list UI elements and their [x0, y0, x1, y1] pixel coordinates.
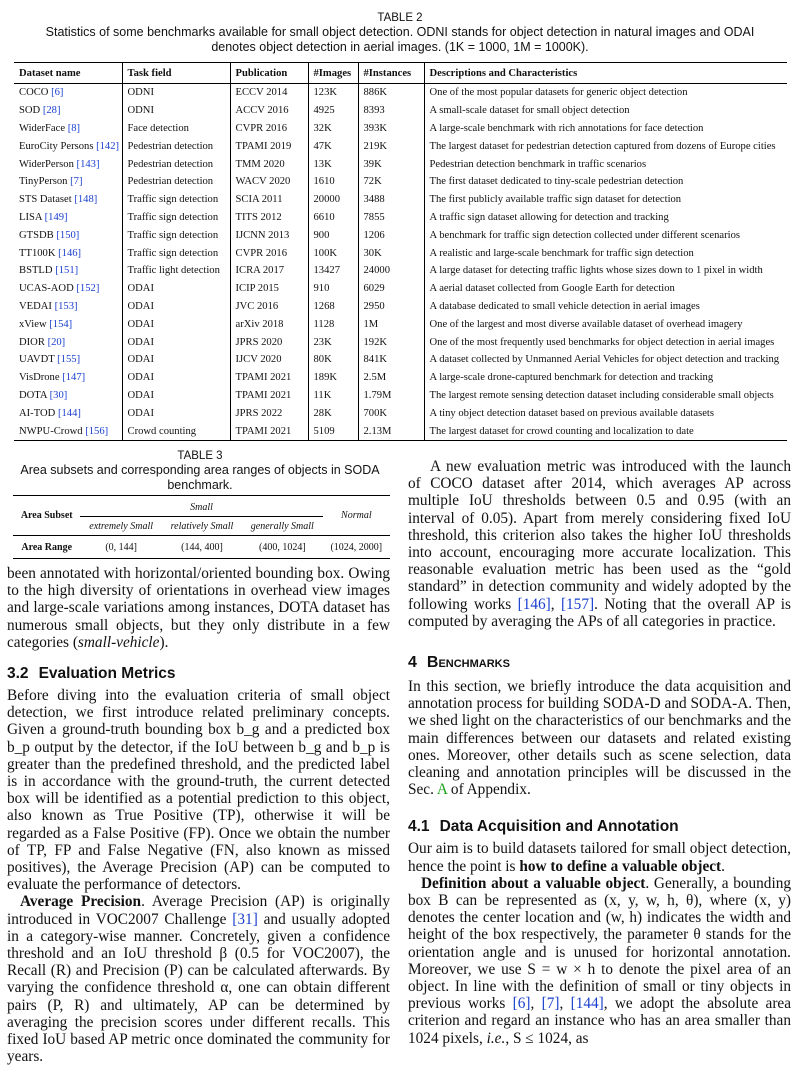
- table3-subset: extremely Small: [80, 517, 161, 536]
- publication: CVPR 2016: [230, 244, 308, 262]
- images-count: 6610: [308, 209, 358, 227]
- table2-col-header: #Images: [308, 63, 358, 84]
- description: A large dataset for detecting traffic lights whose sizes down to 1 pixel in width: [424, 262, 787, 280]
- images-count: 20000: [308, 191, 358, 209]
- dataset-name-cell: [14, 333, 122, 351]
- task-field: Traffic sign detection: [122, 244, 230, 262]
- task-field: Crowd counting: [122, 422, 230, 440]
- citation-link[interactable]: [6]: [51, 87, 64, 99]
- instances-count: 219K: [358, 137, 424, 155]
- citation-link[interactable]: [152]: [76, 283, 100, 295]
- images-count: 1128: [308, 315, 358, 333]
- dataset-name: EuroCity Persons: [19, 140, 94, 152]
- dataset-name-cell: [14, 209, 122, 227]
- publication: JPRS 2020: [230, 333, 308, 351]
- instances-count: 24000: [358, 262, 424, 280]
- citation-link[interactable]: [151]: [55, 265, 79, 277]
- citation-link[interactable]: [144]: [57, 407, 81, 419]
- dataset-name-cell: [14, 404, 122, 422]
- citation-link[interactable]: [28]: [42, 105, 61, 117]
- citation-link[interactable]: [30]: [49, 389, 68, 401]
- table3-subset-label: Area Subset: [13, 496, 80, 536]
- paragraph: [408, 458, 791, 630]
- table3-header: [12, 449, 388, 493]
- images-count: 1610: [308, 173, 358, 191]
- publication: IJCV 2020: [230, 351, 308, 369]
- instances-count: 192K: [358, 333, 424, 351]
- text: , S ≤ 1024, as: [505, 1029, 589, 1047]
- task-field: Pedestrian detection: [122, 137, 230, 155]
- images-count: 32K: [308, 120, 358, 138]
- task-field: ODAI: [122, 333, 230, 351]
- instances-count: 6029: [358, 280, 424, 298]
- publication: ACCV 2016: [230, 102, 308, 120]
- citation-link[interactable]: [146]: [58, 247, 82, 259]
- description: The largest dataset for pedestrian detection captured from dozens of Europe cities: [424, 137, 787, 155]
- text: ,: [550, 595, 561, 613]
- table3-label: TABLE 3: [177, 450, 223, 462]
- citation-link[interactable]: [143]: [76, 158, 100, 170]
- images-count: 28K: [308, 404, 358, 422]
- citation-link[interactable]: [7]: [70, 176, 83, 188]
- table-row: [14, 333, 787, 351]
- instances-count: 3488: [358, 191, 424, 209]
- dataset-name: DIOR: [19, 336, 45, 348]
- citation-link[interactable]: [156]: [85, 425, 109, 437]
- table-row: [14, 351, 787, 369]
- paragraph: [7, 565, 390, 651]
- table-row: [14, 387, 787, 405]
- text: In this section, we briefly introduce the data acquisition and annotation process for building SODA-D and SODA-A. Then, we shed light on the characteristics of our benchmarks and the main differences between our datasets and related existing ones. Moreover, other details such as scene selection, data cleaning and annotation principles will be discussed in the Sec.: [408, 678, 791, 799]
- text: Our aim is to build datasets tailored for small object detection, hence the point is: [408, 840, 791, 875]
- dataset-name-cell: [14, 315, 122, 333]
- dataset-name: AI-TOD: [19, 407, 56, 419]
- italic-text: small-vehicle: [77, 633, 160, 651]
- table2-col-header: Dataset name: [14, 63, 122, 84]
- table3-range: (400, 1024]: [242, 536, 323, 559]
- paragraph: [408, 678, 791, 798]
- citation-link[interactable]: [157]: [560, 595, 595, 613]
- dataset-name: LISA: [19, 211, 42, 223]
- task-field: Traffic sign detection: [122, 226, 230, 244]
- text: ,: [530, 995, 542, 1013]
- description: A traffic sign dataset allowing for detection and tracking: [424, 209, 787, 227]
- description: A tiny object detection dataset based on previous available datasets: [424, 404, 787, 422]
- instances-count: 393K: [358, 120, 424, 138]
- table-row: [14, 244, 787, 262]
- dataset-name-cell: [14, 191, 122, 209]
- paragraph: Before diving into the evaluation criteria of small object detection, we first introduce related preliminary concepts. Given a ground-truth bounding box b_g and a predicted box b_p output by the detector, if the IoU between b_g and b_p is greater than the predefined threshold, and the predicted label is in accordance with the ground-truth, the current detected box will be identified as a potential prediction to this object, also known as True Positive (TP), otherwise it will be regarded as a False Positive (FP). Once we obtain the number of TP, FP and False Negative (FN, also known as missed positives), the Average Precision (AP) can be computed to evaluate the performance of detectors.: [7, 687, 390, 894]
- dataset-name: WiderPerson: [19, 158, 74, 170]
- images-count: 100K: [308, 244, 358, 262]
- section-heading-3-2: [7, 665, 390, 683]
- table-row: [14, 120, 787, 138]
- description: A large-scale drone-captured benchmark for detection and tracking: [424, 369, 787, 387]
- publication: arXiv 2018: [230, 315, 308, 333]
- images-count: 11K: [308, 387, 358, 405]
- table3-subset: relatively Small: [162, 517, 242, 536]
- dataset-name: UAVDT: [19, 354, 55, 366]
- instances-count: 1M: [358, 315, 424, 333]
- publication: IJCNN 2013: [230, 226, 308, 244]
- table3-range: (1024, 2000]: [323, 536, 390, 559]
- section-number: 4: [408, 654, 417, 672]
- citation-link[interactable]: [20]: [47, 336, 66, 348]
- table2-label: TABLE 2: [377, 12, 423, 24]
- section-heading-4-1: [408, 818, 791, 836]
- citation-link[interactable]: [146]: [517, 595, 551, 613]
- description: One of the most frequently used benchmarks for object detection in aerial images: [424, 333, 787, 351]
- publication: TPAMI 2021: [230, 422, 308, 440]
- table-row: [14, 155, 787, 173]
- dataset-name: xView: [19, 318, 47, 330]
- dataset-name: BSTLD: [19, 265, 53, 277]
- text: ,: [559, 995, 571, 1013]
- dataset-name-cell: [14, 102, 122, 120]
- dataset-name: NWPU-Crowd: [19, 425, 83, 437]
- description: Pedestrian detection benchmark in traffic scenarios: [424, 155, 787, 173]
- dataset-name-cell: [14, 120, 122, 138]
- instances-count: 72K: [358, 173, 424, 191]
- table-row: [14, 102, 787, 120]
- section-title: Evaluation Metrics: [38, 665, 176, 683]
- task-field: ODNI: [122, 102, 230, 120]
- dataset-name-cell: [14, 351, 122, 369]
- images-count: 23K: [308, 333, 358, 351]
- description: One of the largest and most diverse available dataset of overhead imagery: [424, 315, 787, 333]
- instances-count: 1206: [358, 226, 424, 244]
- right-column: [408, 458, 791, 1047]
- description: A database dedicated to small vehicle detection in aerial images: [424, 298, 787, 316]
- table-row: [14, 226, 787, 244]
- citation-link[interactable]: [144]: [570, 995, 604, 1013]
- table-row: [14, 280, 787, 298]
- table2-col-header: Descriptions and Characteristics: [424, 63, 787, 84]
- text: been annotated with horizontal/oriented bounding box. Owing to the high diversity of orientations in overhead view images and large-scale variations among instances, DOTA dataset has numerous small objects, but they only distribute in a few categories (: [7, 565, 390, 651]
- citation-link[interactable]: [148]: [74, 194, 98, 206]
- table-row: [14, 137, 787, 155]
- table2-col-header: #Instances: [358, 63, 424, 84]
- table3-range: (0, 144]: [80, 536, 161, 559]
- citation-link[interactable]: [147]: [62, 372, 86, 384]
- task-field: ODAI: [122, 387, 230, 405]
- publication: ICIP 2015: [230, 280, 308, 298]
- dataset-name: GTSDB: [19, 229, 54, 241]
- dataset-name: VEDAI: [19, 300, 52, 312]
- description: A realistic and large-scale benchmark for traffic sign detection: [424, 244, 787, 262]
- table2-body: [14, 84, 787, 441]
- dataset-name: DOTA: [19, 389, 47, 401]
- task-field: ODAI: [122, 315, 230, 333]
- bold-text: Average Precision: [20, 893, 142, 911]
- publication: TPAMI 2019: [230, 137, 308, 155]
- section-title: Benchmarks: [426, 654, 510, 672]
- section-number: 4.1: [408, 818, 430, 836]
- table3-caption: Area subsets and corresponding area ranges of objects in SODA benchmark.: [20, 463, 380, 492]
- section-heading-4: [408, 654, 791, 672]
- images-count: 5109: [308, 422, 358, 440]
- text: and usually adopted in a category-wise manner. Concretely, given a confidence threshold and an IoU threshold β (0.5 for VOC2007), the Recall (R) and Precision (P) can be calculated afterwards. By varying the confidence threshold α, one can obtain different pairs (P, R) and ultimately, AP can be determined by averaging the precision scores under different recalls. This fixed IoU based AP metric once dominated the community for years.: [7, 910, 390, 1066]
- dataset-name: VisDrone: [19, 372, 60, 384]
- task-field: Traffic sign detection: [122, 209, 230, 227]
- description: The first dataset dedicated to tiny-scale pedestrian detection: [424, 173, 787, 191]
- table-row: [14, 298, 787, 316]
- dataset-name-cell: [14, 280, 122, 298]
- images-count: 4925: [308, 102, 358, 120]
- citation-link[interactable]: [153]: [54, 300, 78, 312]
- dataset-name: TT100K: [19, 247, 56, 259]
- table-row: [14, 209, 787, 227]
- description: One of the most popular datasets for generic object detection: [424, 84, 787, 102]
- description: The largest remote sensing detection dataset including considerable small objects: [424, 387, 787, 405]
- dataset-name: STS Dataset: [19, 194, 72, 206]
- dataset-name-cell: [14, 262, 122, 280]
- citation-link[interactable]: [150]: [56, 229, 80, 241]
- images-count: 123K: [308, 84, 358, 102]
- task-field: ODNI: [122, 84, 230, 102]
- citation-link[interactable]: [7]: [541, 995, 560, 1013]
- dataset-name-cell: [14, 387, 122, 405]
- publication: ECCV 2014: [230, 84, 308, 102]
- dataset-name-cell: [14, 369, 122, 387]
- citation-link[interactable]: [149]: [44, 211, 68, 223]
- images-count: 1268: [308, 298, 358, 316]
- table2: [14, 62, 787, 441]
- table-row: [14, 422, 787, 440]
- text: A new evaluation metric was introduced with the launch of COCO dataset after 2014, which averages AP across multiple IoU thresholds between 0.5 and 0.95 (with an interval of 0.05). Apart from merely considering fixed IoU threshold, this criterion also takes the higher IoU thresholds into account, encouraging more accurate localization. This reasonable evaluation metric has been used as the “gold standard” in detection community and widely adopted by the following works: [408, 458, 791, 613]
- citation-link[interactable]: [8]: [67, 122, 81, 134]
- images-count: 189K: [308, 369, 358, 387]
- left-column: [7, 565, 390, 1065]
- bold-text: how to define a valuable object: [519, 857, 722, 875]
- dataset-name-cell: [14, 298, 122, 316]
- task-field: Face detection: [122, 120, 230, 138]
- publication: JPRS 2022: [230, 404, 308, 422]
- images-count: 13427: [308, 262, 358, 280]
- description: The first publicly available traffic sign dataset for detection: [424, 191, 787, 209]
- dataset-name-cell: [14, 244, 122, 262]
- publication: TPAMI 2021: [230, 369, 308, 387]
- table-row: [14, 404, 787, 422]
- text: , we adopt the absolute area criterion and regard an instance who has an area smaller than 1024 pixels,: [408, 995, 791, 1047]
- dataset-name: COCO: [19, 87, 49, 99]
- table2-col-header: Publication: [230, 63, 308, 84]
- instances-count: 700K: [358, 404, 424, 422]
- instances-count: 841K: [358, 351, 424, 369]
- dataset-name: WiderFace: [19, 122, 66, 134]
- dataset-name: UCAS-AOD: [19, 283, 74, 295]
- table3: [13, 495, 390, 559]
- table2-header: [0, 11, 800, 54]
- table2-caption: Statistics of some benchmarks available for small object detection. ODNI stands for object detection in natural images and ODAI denotes object detection in aerial images. (1K = 1000, 1M = 1000K).: [45, 25, 755, 54]
- publication: TPAMI 2021: [230, 387, 308, 405]
- publication: JVC 2016: [230, 298, 308, 316]
- table-row: [14, 84, 787, 102]
- table3-range: (144, 400]: [162, 536, 242, 559]
- text: ).: [159, 633, 169, 651]
- publication: SCIA 2011: [230, 191, 308, 209]
- description: The largest dataset for crowd counting and localization to date: [424, 422, 787, 440]
- description: A small-scale dataset for small object detection: [424, 102, 787, 120]
- description: A aerial dataset collected from Google Earth for detection: [424, 280, 787, 298]
- instances-count: 2.13M: [358, 422, 424, 440]
- images-count: 80K: [308, 351, 358, 369]
- text: .: [721, 857, 725, 875]
- table2-header-row: [14, 63, 787, 84]
- images-count: 47K: [308, 137, 358, 155]
- instances-count: 8393: [358, 102, 424, 120]
- citation-link[interactable]: [142]: [96, 140, 120, 152]
- dataset-name-cell: [14, 84, 122, 102]
- task-field: Traffic sign detection: [122, 191, 230, 209]
- task-field: Traffic light detection: [122, 262, 230, 280]
- task-field: Pedestrian detection: [122, 155, 230, 173]
- bold-text: Definition about a valuable object: [421, 874, 646, 892]
- instances-count: 2.5M: [358, 369, 424, 387]
- dataset-name: SOD: [19, 105, 41, 117]
- table-row: [14, 191, 787, 209]
- citation-link[interactable]: [6]: [512, 995, 531, 1013]
- publication: WACV 2020: [230, 173, 308, 191]
- paragraph: [408, 840, 791, 874]
- description: A large-scale benchmark with rich annotations for face detection: [424, 120, 787, 138]
- section-title: Data Acquisition and Annotation: [439, 818, 679, 836]
- publication: ICRA 2017: [230, 262, 308, 280]
- dataset-name-cell: [14, 226, 122, 244]
- paragraph: [408, 875, 791, 1047]
- publication: TITS 2012: [230, 209, 308, 227]
- instances-count: 2950: [358, 298, 424, 316]
- task-field: ODAI: [122, 369, 230, 387]
- images-count: 910: [308, 280, 358, 298]
- appendix-link[interactable]: A: [436, 781, 448, 799]
- table3-range-label: Area Range: [13, 536, 80, 559]
- dataset-name-cell: [14, 137, 122, 155]
- dataset-name-cell: [14, 173, 122, 191]
- text: of Appendix.: [447, 781, 531, 799]
- citation-link[interactable]: [155]: [57, 354, 81, 366]
- table3-row-small: [13, 496, 390, 517]
- table3-small-label: Small: [80, 496, 322, 517]
- instances-count: 7855: [358, 209, 424, 227]
- text: . Generally, a bounding box B can be represented as (x, y, w, h, θ), where (x, y) denotes the center location and (w, h) indicates the width and height of the box respectively, the parameter θ stands for the orientation angle and is unused for horizontal annotation. Moreover, we use S = w × h to denote the pixel area of an object. In line with the definition of small or tiny objects in previous works: [408, 874, 791, 1013]
- task-field: ODAI: [122, 298, 230, 316]
- task-field: ODAI: [122, 404, 230, 422]
- section-number: 3.2: [7, 665, 29, 683]
- text: . Noting that the overall AP is computed by averaging the APs of all categories in practice.: [408, 595, 791, 630]
- table2-col-header: Task field: [122, 63, 230, 84]
- table3-row-range: [13, 536, 390, 559]
- citation-link[interactable]: [31]: [232, 910, 258, 928]
- images-count: 900: [308, 226, 358, 244]
- instances-count: 30K: [358, 244, 424, 262]
- paragraph: [7, 893, 390, 1065]
- table3-subset: generally Small: [242, 517, 323, 536]
- dataset-name-cell: [14, 155, 122, 173]
- italic-text: i.e.: [486, 1029, 506, 1047]
- text: . Average Precision (AP) is originally introduced in VOC2007 Challenge: [7, 893, 390, 928]
- dataset-name-cell: [14, 422, 122, 440]
- instances-count: 39K: [358, 155, 424, 173]
- citation-link[interactable]: [154]: [49, 318, 73, 330]
- publication: TMM 2020: [230, 155, 308, 173]
- table3-normal-label: Normal: [323, 496, 390, 536]
- table-row: [14, 369, 787, 387]
- table-row: [14, 262, 787, 280]
- table-row: [14, 173, 787, 191]
- task-field: Pedestrian detection: [122, 173, 230, 191]
- task-field: ODAI: [122, 280, 230, 298]
- instances-count: 1.79M: [358, 387, 424, 405]
- description: A benchmark for traffic sign detection collected under different scenarios: [424, 226, 787, 244]
- task-field: ODAI: [122, 351, 230, 369]
- publication: CVPR 2016: [230, 120, 308, 138]
- instances-count: 886K: [358, 84, 424, 102]
- description: A dataset collected by Unmanned Aerial Vehicles for object detection and tracking: [424, 351, 787, 369]
- table-row: [14, 315, 787, 333]
- images-count: 13K: [308, 155, 358, 173]
- dataset-name: TinyPerson: [19, 176, 68, 188]
